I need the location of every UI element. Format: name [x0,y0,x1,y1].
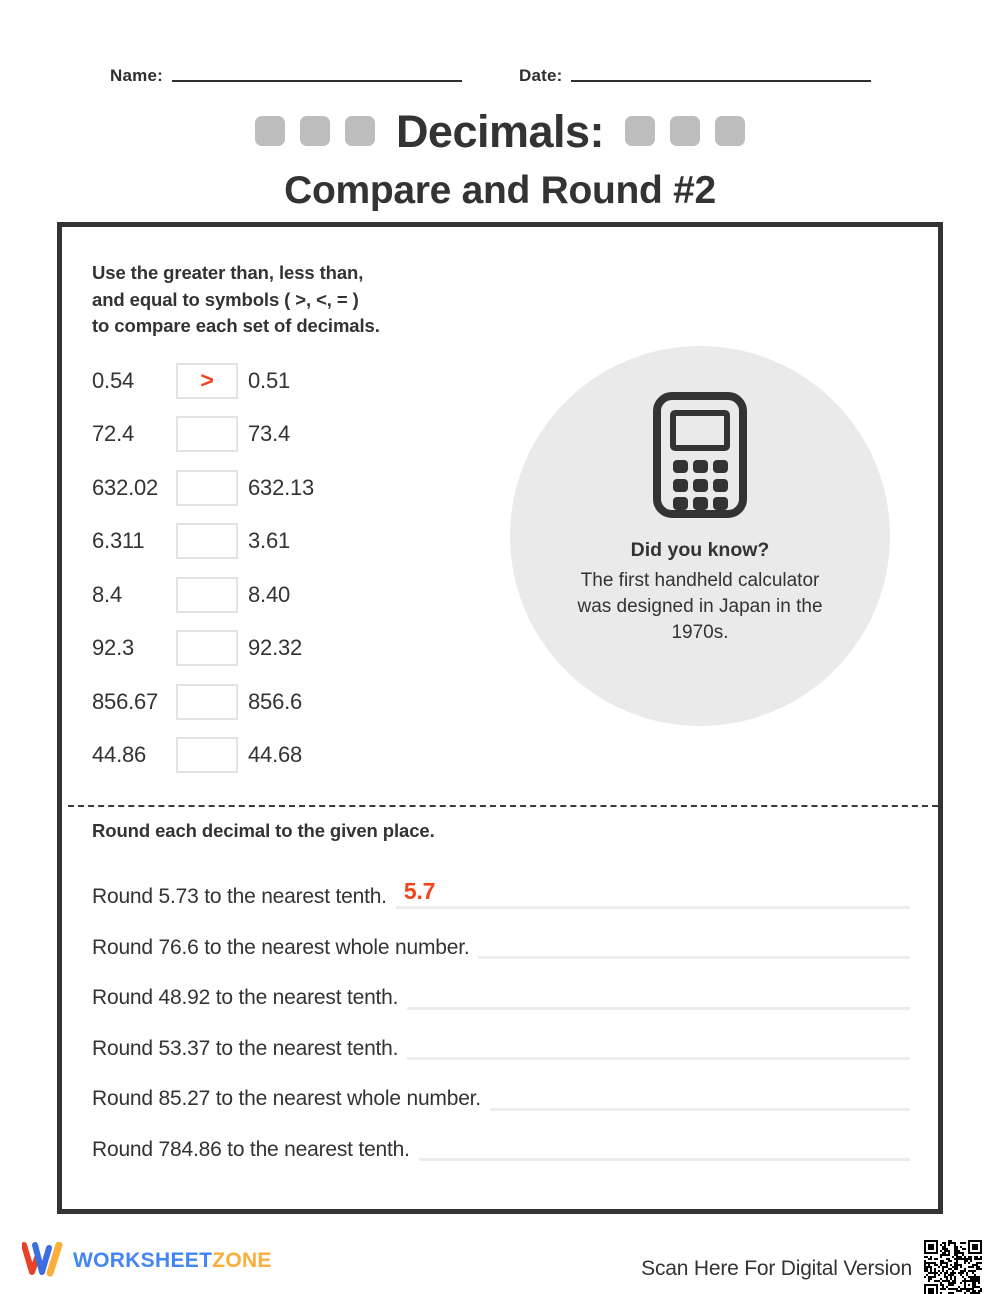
compare-left-value: 8.4 [92,581,122,607]
decorative-square-icon [670,116,700,146]
rounding-question-text: Round 48.92 to the nearest tenth. [92,986,399,1010]
decorative-square-icon [715,116,745,146]
name-label: Name: [110,66,163,85]
compare-section [62,227,938,800]
compare-row [92,461,512,515]
compare-left-value: 44.86 [92,742,147,768]
rounding-answer-line[interactable] [407,1057,910,1060]
compare-row [92,354,512,408]
compare-right-value: 73.4 [248,421,291,447]
rounding-answer-line[interactable] [396,877,910,909]
rounding-row [92,1114,910,1165]
compare-left-value: 92.3 [92,635,135,661]
compare-right-value: 8.40 [248,581,291,607]
compare-row [92,675,512,729]
compare-right-value: 3.61 [248,528,291,554]
rounding-question-text: Round 53.37 to the nearest tenth. [92,1036,399,1060]
rounding-row [92,1063,910,1114]
qr-code-icon[interactable] [924,1240,982,1294]
compare-left-value: 72.4 [92,421,135,447]
fact-title: Did you know? [630,539,770,561]
decorative-square-icon [255,116,285,146]
rounding-question-text: Round 5.73 to the nearest tenth. [92,885,387,909]
compare-answer-box[interactable] [176,577,238,613]
rounding-answer-line[interactable] [419,1158,910,1161]
compare-left-value: 632.02 [92,474,159,500]
compare-row [92,568,512,622]
rounding-answer-value: 5.7 [403,877,436,904]
compare-left-value: 6.311 [92,528,145,554]
decorative-square-icon [300,116,330,146]
logo-primary-text: WORKSHEET [73,1248,213,1272]
worksheet-zone-logo[interactable] [22,1242,272,1278]
did-you-know-circle [510,346,890,726]
compare-right-value: 856.6 [248,688,303,714]
rounding-question-text: Round 784.86 to the nearest tenth. [92,1137,410,1161]
compare-left-value: 856.67 [92,688,159,714]
rounding-row [92,912,910,963]
compare-answer-value: > [200,367,214,394]
logo-secondary-text: ZONE [212,1248,272,1272]
compare-answer-box[interactable] [176,684,238,720]
scan-area [641,1240,982,1294]
rounding-row [92,962,910,1013]
rounding-row [92,1013,910,1064]
calculator-icon [652,391,748,519]
compare-answer-box[interactable] [176,737,238,773]
name-date-row [110,56,890,86]
compare-problem-list [92,354,512,782]
rounding-row [92,861,910,912]
compare-instructions: Use the greater than, less than, and equal to symbols ( >, <, = ) to compare each set of decimals. [92,262,380,337]
rounding-answer-line[interactable] [490,1108,910,1111]
decorative-square-icon [625,116,655,146]
worksheet-content-box [57,222,943,1214]
compare-answer-box[interactable] [176,630,238,666]
compare-right-value: 44.68 [248,742,303,768]
compare-right-value: 0.51 [248,367,291,393]
rounding-problem-list [92,861,910,1164]
date-write-line[interactable] [571,80,871,82]
compare-left-value: 0.54 [92,367,135,393]
decorative-square-icon [345,116,375,146]
name-write-line[interactable] [172,80,462,82]
scan-instruction-text: Scan Here For Digital Version [641,1257,912,1280]
title-subtitle-text: Compare and Round #2 [284,169,716,212]
rounding-question-text: Round 85.27 to the nearest whole number. [92,1087,481,1111]
logo-text [73,1250,272,1271]
page-title [0,104,1000,210]
rounding-answer-line[interactable] [478,956,910,959]
compare-answer-box[interactable] [176,470,238,506]
compare-right-value: 92.32 [248,635,303,661]
rounding-question-text: Round 76.6 to the nearest whole number. [92,935,470,959]
page-footer [0,1232,1000,1294]
compare-answer-box[interactable] [176,523,238,559]
fact-body-text: The first handheld calculator was designed in Japan in the 1970s. [577,570,823,644]
date-label: Date: [518,66,563,85]
section-divider [68,805,938,807]
title-line-one [0,104,1000,158]
compare-row [92,515,512,569]
compare-row [92,622,512,676]
compare-answer-box[interactable] [176,363,238,399]
compare-right-value: 632.13 [248,474,315,500]
compare-row [92,408,512,462]
rounding-instructions: Round each decimal to the given place. [92,820,435,841]
rounding-answer-line[interactable] [407,1007,910,1010]
compare-answer-box[interactable] [176,416,238,452]
compare-row [92,729,512,783]
title-main-text: Decimals: [395,105,605,157]
logo-mark-icon [22,1242,64,1278]
